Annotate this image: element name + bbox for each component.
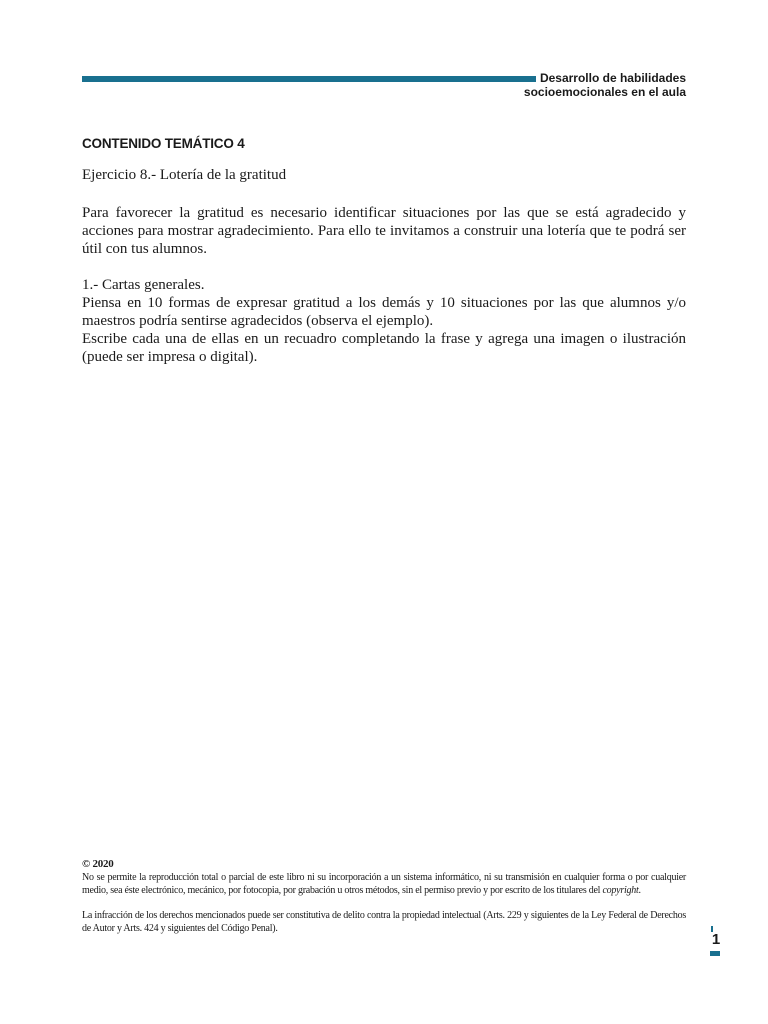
copyright-word: copyright bbox=[602, 885, 639, 896]
header-title-line1: Desarrollo de habilidades bbox=[539, 71, 686, 85]
header-accent-bar bbox=[82, 76, 536, 82]
header-title bbox=[524, 71, 686, 99]
main-content bbox=[82, 136, 686, 366]
header-title-line2: socioemocionales en el aula bbox=[523, 85, 686, 99]
page-number-bottom-bar bbox=[710, 951, 720, 956]
legal-notice-2: La infracción de los derechos mencionados puede ser constitutiva de delito contra la propiedad intelectual (Arts. 229 y siguientes de la Ley Federal de Derechos de Autor y Arts. 424 y siguientes del Código Penal). bbox=[82, 910, 686, 934]
page-number: 1 bbox=[711, 931, 721, 948]
legal-notice-1-end: . bbox=[638, 885, 641, 896]
legal-notice-1-text: No se permite la reproducción total o parcial de este libro ni su incorporación a un sistema informático, ni su transmisión en cualquier forma o por cualquier medio, sea éste electrónico, mecánico, por fotocopia, por grabación u otros métodos, sin el permiso previo y por escrito de los titulares del bbox=[82, 872, 686, 896]
copyright-year: © 2020 bbox=[82, 858, 114, 870]
section-title: CONTENIDO TEMÁTICO 4 bbox=[82, 136, 245, 151]
step1-text-1: Piensa en 10 formas de expresar gratitud a los demás y 10 situaciones por las que alumnos y/o maestros podría sentirse agradecidos (observa el ejemplo). bbox=[82, 295, 686, 329]
step1-title: 1.- Cartas generales. bbox=[82, 277, 205, 293]
legal-notice-1 bbox=[82, 871, 686, 897]
page-number-marker bbox=[709, 926, 723, 958]
exercise-title: Ejercicio 8.- Lotería de la gratitud bbox=[82, 167, 287, 183]
step1-text-2: Escribe cada una de ellas en un recuadro completando la frase y agrega una imagen o ilustración (puede ser impresa o digital). bbox=[82, 331, 686, 365]
intro-paragraph: Para favorecer la gratitud es necesario identificar situaciones por las que se está agradecido y acciones para mostrar agradecimiento. Para ello te invitamos a construir una lotería que te podrá ser útil con tus alumnos. bbox=[82, 205, 686, 257]
footer-legal bbox=[82, 858, 686, 935]
